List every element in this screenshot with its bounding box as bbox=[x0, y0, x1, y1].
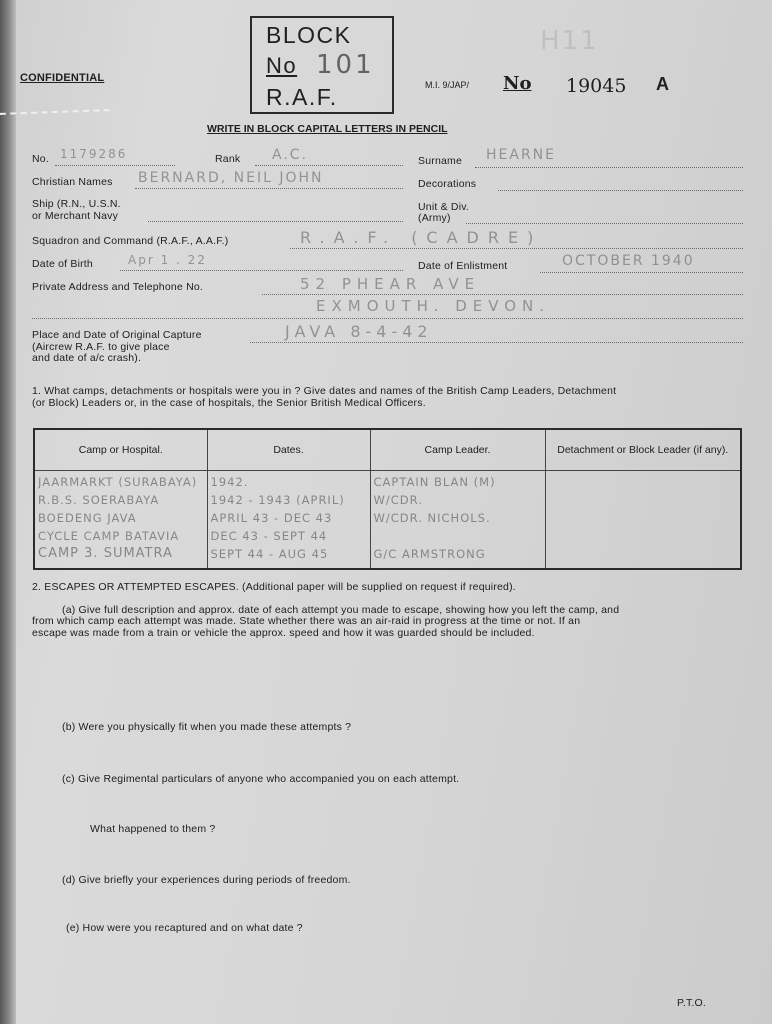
leader-entry bbox=[374, 527, 542, 545]
address-line-1: 52 PHEAR AVE bbox=[300, 275, 481, 293]
camp-entry: CAMP 3. SUMATRA bbox=[38, 546, 173, 561]
stamp-no-value: 101 bbox=[316, 50, 375, 80]
no-label: No. bbox=[32, 153, 49, 165]
camp-entry: JAARMARKT (SURABAYA) bbox=[38, 475, 198, 489]
leader-cell bbox=[370, 471, 545, 570]
date-entry: APRIL 43 - DEC 43 bbox=[210, 511, 333, 525]
detachment-cell bbox=[545, 471, 741, 570]
unit-label-2: (Army) bbox=[418, 212, 451, 224]
christian-names-label: Christian Names bbox=[32, 176, 113, 188]
form-number: 19045 bbox=[566, 75, 627, 97]
leader-entry: G/C ARMSTRONG bbox=[373, 547, 486, 561]
enlistment-label: Date of Enlistment bbox=[418, 260, 508, 272]
form-code: M.I. 9/JAP/ bbox=[425, 80, 470, 90]
binding-string bbox=[0, 109, 110, 125]
leader-entry: CAPTAIN BLAN (M) bbox=[373, 475, 496, 489]
address-line-2: EXMOUTH. DEVON. bbox=[316, 297, 551, 315]
binding-edge bbox=[0, 0, 16, 1024]
col-detachment-header: Detachment or Block Leader (if any). bbox=[545, 429, 741, 471]
camp-cell bbox=[34, 471, 207, 570]
capture-label-2: (Aircrew R.A.F. to give place bbox=[32, 341, 170, 353]
camps-table bbox=[33, 428, 742, 570]
date-entry: 1942 - 1943 (APRIL) bbox=[210, 493, 345, 507]
q2-b: (b) Were you physically fit when you made these attempts ? bbox=[62, 721, 352, 733]
date-entry: DEC 43 - SEPT 44 bbox=[210, 529, 328, 543]
stamp-line-3: R.A.F. bbox=[266, 84, 338, 110]
q2-c: (c) Give Regimental particulars of anyone who accompanied you on each attempt. bbox=[62, 773, 460, 785]
date-entry: 1942. bbox=[210, 475, 249, 489]
rank-label: Rank bbox=[215, 153, 241, 165]
table-row bbox=[34, 471, 741, 570]
dob-label: Date of Birth bbox=[32, 258, 93, 270]
col-camp-header: Camp or Hospital. bbox=[34, 429, 207, 471]
decorations-label: Decorations bbox=[418, 178, 477, 190]
squadron-label: Squadron and Command (R.A.F., A.A.F.) bbox=[32, 235, 229, 247]
camp-entry: R.B.S. SOERABAYA bbox=[38, 493, 160, 507]
christian-names-value: BERNARD, NEIL JOHN bbox=[138, 170, 324, 186]
address-label: Private Address and Telephone No. bbox=[32, 281, 204, 293]
ship-label-1: Ship (R.N., U.S.N. bbox=[32, 198, 121, 210]
pto-label: P.T.O. bbox=[677, 997, 707, 1009]
enlistment-value: OCTOBER 1940 bbox=[562, 253, 695, 269]
stamp-no-label: No bbox=[266, 53, 298, 78]
q2-e: (e) How were you recaptured and on what date ? bbox=[66, 922, 303, 934]
rank-value: A.C. bbox=[272, 147, 309, 163]
block-stamp bbox=[250, 16, 394, 114]
surname-label: Surname bbox=[418, 155, 463, 167]
ship-label-2: or Merchant Navy bbox=[32, 210, 119, 222]
capture-value: JAVA 8-4-42 bbox=[285, 322, 433, 341]
dob-value: Apr 1 . 22 bbox=[128, 253, 207, 267]
capture-label-1: Place and Date of Original Capture bbox=[32, 329, 202, 341]
q2-heading: 2. ESCAPES OR ATTEMPTED ESCAPES. (Additional paper will be supplied on request if required). bbox=[32, 581, 516, 593]
leader-entry: W/CDR. NICHOLS. bbox=[373, 511, 491, 525]
service-number: 1179286 bbox=[60, 147, 128, 161]
camps-table-header bbox=[34, 429, 741, 471]
q2-a-line-2: from which camp each attempt was made. State whether there was an air-raid in progress at the time or not. If an bbox=[32, 615, 581, 627]
corner-pencil-mark: H11 bbox=[540, 26, 599, 56]
q2-c-followup: What happened to them ? bbox=[90, 823, 216, 835]
capture-label-3: and date of a/c crash). bbox=[32, 352, 142, 364]
surname-value: HEARNE bbox=[486, 147, 556, 163]
col-dates-header: Dates. bbox=[207, 429, 370, 471]
camp-entry: CYCLE CAMP BATAVIA bbox=[38, 529, 180, 543]
leader-entry: W/CDR. bbox=[373, 493, 423, 507]
q2-a-line-1: (a) Give full description and approx. date of each attempt you made to escape, showing how you left the camp, and bbox=[62, 604, 620, 616]
col-leader-header: Camp Leader. bbox=[370, 429, 545, 471]
stamp-line-1: BLOCK bbox=[266, 22, 352, 48]
form-no-label: No bbox=[503, 73, 532, 94]
detachment-entry bbox=[549, 473, 738, 491]
pencil-instruction: WRITE IN BLOCK CAPITAL LETTERS IN PENCIL bbox=[207, 123, 448, 135]
squadron-value: R.A.F. (CADRE) bbox=[300, 228, 543, 247]
form-suffix: A bbox=[656, 74, 669, 94]
q1-text-2: (or Block) Leaders or, in the case of hospitals, the Senior British Medical Officers. bbox=[32, 397, 426, 409]
dates-cell bbox=[207, 471, 370, 570]
camp-entry: BOEDENG JAVA bbox=[38, 511, 137, 525]
unit-label-1: Unit & Div. bbox=[418, 201, 470, 213]
q1-text-1: 1. What camps, detachments or hospitals were you in ? Give dates and names of the British Camp Leaders, Detachment bbox=[32, 385, 617, 397]
q2-d: (d) Give briefly your experiences during periods of freedom. bbox=[62, 874, 351, 886]
q2-a-line-3: escape was made from a train or vehicle the approx. speed and how it was guarded should be included. bbox=[32, 627, 535, 639]
date-entry: SEPT 44 - AUG 45 bbox=[210, 547, 329, 561]
confidential-label: CONFIDENTIAL bbox=[20, 72, 105, 84]
